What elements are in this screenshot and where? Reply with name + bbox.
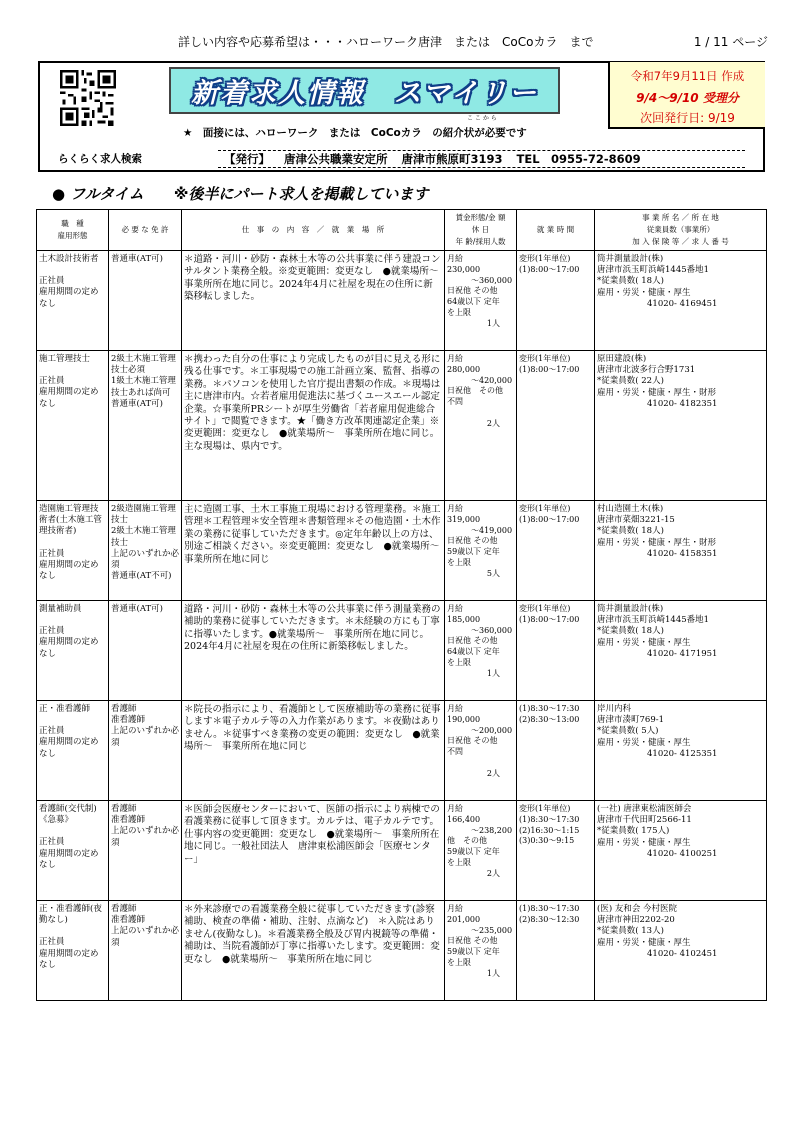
interview-notice: ★ 面接には、ハローワーク または CoCoカラ の紹介状が必要です bbox=[183, 127, 527, 139]
employment-type: 正社員 bbox=[39, 937, 65, 948]
age-note: を上限 bbox=[447, 557, 471, 567]
company-address: 唐津市浜玉町浜崎1445番地1 bbox=[597, 265, 710, 276]
license-cell bbox=[109, 351, 182, 501]
age-limit: 64歳以下 定年 bbox=[447, 647, 500, 657]
hire-count: 2人 bbox=[486, 868, 500, 878]
employment-type bbox=[39, 365, 106, 376]
insurance: 雇用・労災・健康・厚生 bbox=[597, 287, 691, 298]
insurance: 雇用・労災・健康・厚生 bbox=[597, 737, 691, 748]
pay-type: 月給 bbox=[447, 604, 463, 613]
table-row bbox=[37, 501, 767, 601]
company-address: 唐津市浜玉町浜崎1445番地1 bbox=[597, 615, 710, 626]
company-address: 唐津市千代田町2566-11 bbox=[597, 815, 692, 826]
employment-type bbox=[39, 538, 106, 549]
table-row bbox=[37, 901, 767, 1001]
issuer-line bbox=[218, 150, 745, 168]
employment-type: 正社員 bbox=[39, 376, 65, 387]
pay-max: ～360,000 bbox=[471, 275, 513, 285]
qr-label: らくらく求人検索 bbox=[58, 153, 142, 165]
license-item: 上記のいずれか必須 bbox=[111, 826, 180, 848]
header-license bbox=[109, 210, 182, 251]
work-hours: (1)8:00～17:00 bbox=[519, 614, 580, 624]
employee-count: *従業員数( 18人) bbox=[597, 526, 664, 537]
company-name: 村山造園土木(株) bbox=[597, 504, 664, 514]
license-item: 2級土木施工管理技士必須 bbox=[111, 354, 176, 376]
employee-count: *従業員数( 18人) bbox=[597, 276, 664, 287]
company-cell bbox=[595, 601, 767, 701]
section-fulltime: ● フルタイム bbox=[52, 185, 144, 203]
qr-code-icon[interactable] bbox=[60, 68, 116, 128]
license-cell bbox=[109, 801, 182, 901]
work-hours: (1)8:30～17:30 bbox=[519, 904, 580, 913]
license-item: 普通車(AT可) bbox=[111, 398, 163, 409]
holidays: 他 その他 bbox=[447, 836, 487, 846]
header-line: 就 業 時 間 bbox=[536, 225, 575, 234]
employee-count: *従業員数( 18人) bbox=[597, 626, 664, 637]
issuer-label: 【発行】 bbox=[224, 152, 270, 166]
hire-count: 1人 bbox=[486, 968, 500, 978]
pay-cell bbox=[445, 601, 517, 701]
holidays: 日祝他 その他 bbox=[447, 286, 498, 296]
license-cell bbox=[109, 901, 182, 1001]
table-row bbox=[37, 801, 767, 901]
age-limit: 不問 bbox=[447, 397, 463, 407]
job-title: 土木設計技術者 bbox=[39, 254, 99, 264]
pay-type: 月給 bbox=[447, 354, 463, 363]
hours-cell bbox=[517, 251, 595, 351]
job-number: 41020- 4100251 bbox=[647, 848, 718, 859]
issuer-address: 唐津市熊原町3193 bbox=[401, 152, 503, 166]
job-description: 道路・河川・砂防・森林土木等の公共事業に伴う測量業務の補助的業務に従事していただきます。＊未経験の方にも丁寧に指導いたします。●就業場所～ 事業所所在地に同じ。2024年4月に社屋を現在の住所に新築移転しました。 bbox=[182, 601, 445, 701]
insurance: 雇用・労災・健康・厚生 bbox=[597, 937, 691, 948]
company-address: 唐津市神田2202-20 bbox=[597, 915, 675, 926]
license-cell bbox=[109, 501, 182, 601]
employment-type: 雇用期間の定めなし bbox=[39, 948, 99, 970]
employment-type bbox=[39, 826, 106, 837]
header-line: 事 業 所 名 ／ 所 在 地 bbox=[642, 213, 719, 222]
holidays: 日祝他 その他 bbox=[447, 736, 498, 746]
pay-max: ～235,000 bbox=[471, 925, 513, 935]
employee-count: *従業員数( 175人) bbox=[597, 826, 670, 837]
job-title: 施工管理技士 bbox=[39, 354, 91, 364]
holidays: 日祝他 その他 bbox=[447, 536, 498, 546]
pay-max: ～200,000 bbox=[471, 725, 513, 735]
license-item: 看護師 bbox=[111, 704, 137, 714]
header-pay bbox=[445, 210, 517, 251]
page-number: 1 / 11 ページ bbox=[693, 35, 768, 49]
pay-min: 319,000 bbox=[447, 514, 481, 524]
license-item: 上記のいずれか必須 bbox=[111, 548, 180, 571]
work-hours: (1)8:00～17:00 bbox=[519, 264, 580, 274]
job-title: 看護師(交代制)《急募》 bbox=[39, 804, 97, 826]
work-hours: (3)0:30～9:15 bbox=[519, 836, 575, 846]
holidays: 日祝他 その他 bbox=[447, 936, 498, 946]
job-type-cell bbox=[37, 701, 109, 801]
company-name: 筒井測量設計(株) bbox=[597, 254, 664, 264]
pay-max: ～419,000 bbox=[471, 525, 513, 535]
header-line: 年 齢/採用人数 bbox=[455, 237, 506, 246]
work-hours: (2)8:30～13:00 bbox=[519, 714, 580, 724]
job-number: 41020- 4102451 bbox=[647, 948, 718, 959]
pay-cell bbox=[445, 251, 517, 351]
job-description: 主に造園工事、土木工事施工現場における管理業務。＊施工管理＊工程管理＊安全管理＊書類管理＊その他造園・土木作業の業務に従事していただきます。◎定年年齢以上の方は、別途ご相談ください。※変更範囲：変更なし ●就業場所～ 事業所所在地に同じ bbox=[182, 501, 445, 601]
job-type-cell bbox=[37, 901, 109, 1001]
header-line: 従業員数（事業所） bbox=[646, 225, 715, 234]
job-number: 41020- 4125351 bbox=[647, 748, 718, 759]
header-line: 仕 事 の 内 容 ／ 就 業 場 所 bbox=[241, 225, 385, 234]
date-box bbox=[608, 62, 765, 129]
work-hours: (1)8:00～17:00 bbox=[519, 514, 580, 524]
work-hours: 変形(1年単位) bbox=[519, 254, 571, 263]
pay-type: 月給 bbox=[447, 804, 463, 813]
job-number: 41020- 4158351 bbox=[647, 548, 718, 559]
issuer-phone: TEL 0955-72-8609 bbox=[516, 152, 641, 166]
employee-count: *従業員数( 13人) bbox=[597, 926, 664, 937]
holidays: 日祝他 その他 bbox=[447, 636, 498, 646]
license-item: 准看護師 bbox=[111, 915, 146, 926]
job-title: 造園施工管理技術者(土木施工管理技術者) bbox=[39, 504, 102, 537]
employment-type bbox=[39, 715, 106, 726]
title-banner bbox=[169, 67, 560, 114]
employment-type: 正社員 bbox=[39, 626, 65, 637]
company-cell bbox=[595, 901, 767, 1001]
insurance: 雇用・労災・健康・厚生・財形 bbox=[597, 387, 717, 398]
issuer-office: 唐津公共職業安定所 bbox=[284, 152, 388, 166]
company-address: 唐津市菜畑3221-15 bbox=[597, 515, 675, 526]
license-cell bbox=[109, 251, 182, 351]
hire-count: 1人 bbox=[486, 668, 500, 678]
table-row bbox=[37, 351, 767, 501]
pay-cell bbox=[445, 801, 517, 901]
company-cell bbox=[595, 801, 767, 901]
employment-type: 正社員 bbox=[39, 726, 65, 737]
license-item: 上記のいずれか必須 bbox=[111, 726, 180, 748]
next-issue: 次回発行日: 9/19 bbox=[640, 111, 735, 125]
job-type-cell bbox=[37, 601, 109, 701]
insurance: 雇用・労災・健康・厚生 bbox=[597, 837, 691, 848]
pay-type: 月給 bbox=[447, 504, 463, 513]
license-item: 2級土木施工管理技士 bbox=[111, 526, 176, 548]
pay-cell bbox=[445, 901, 517, 1001]
company-cell bbox=[595, 701, 767, 801]
job-description: ＊院長の指示により、看護師として医療補助等の業務に従事します＊電子カルテ等の入力作業があります。＊夜勤はありません。＊従事すべき業務の変更の範囲：変更なし ●就業場所～ 事業所所在地に同じ bbox=[182, 701, 445, 801]
table-row bbox=[37, 251, 767, 351]
job-title: 正・准看護師 bbox=[39, 704, 91, 714]
pay-min: 280,000 bbox=[447, 364, 481, 374]
holidays: 日祝他 その他 bbox=[447, 386, 503, 396]
work-hours: (2)16:30～1:15 bbox=[519, 825, 580, 835]
age-limit: 59歳以下 定年 bbox=[447, 847, 500, 857]
hire-count: 2人 bbox=[486, 768, 500, 778]
header-line: 職 種 bbox=[61, 219, 84, 228]
job-number: 41020- 4171951 bbox=[647, 648, 718, 659]
date-made: 令和7年9月11日 作成 bbox=[630, 69, 745, 83]
employment-type bbox=[39, 265, 106, 276]
company-name: (一社) 唐津東松浦医師会 bbox=[597, 804, 692, 814]
license-item: 准看護師 bbox=[111, 715, 146, 726]
header-type bbox=[37, 210, 109, 251]
work-hours: 変形(1年単位) bbox=[519, 354, 571, 363]
employment-type: 雇用期間の定めなし bbox=[39, 387, 99, 409]
age-limit: 不問 bbox=[447, 747, 463, 757]
age-note bbox=[447, 408, 514, 419]
work-hours: 変形(1年単位) bbox=[519, 504, 571, 513]
job-type-cell bbox=[37, 351, 109, 501]
job-number: 41020- 4169451 bbox=[647, 298, 718, 309]
company-name: 岸川内科 bbox=[597, 704, 632, 714]
header-line: 賃金形態/金 額 bbox=[455, 213, 506, 222]
company-cell bbox=[595, 351, 767, 501]
pay-cell bbox=[445, 701, 517, 801]
pay-max: ～360,000 bbox=[471, 625, 513, 635]
hours-cell bbox=[517, 801, 595, 901]
hours-cell bbox=[517, 701, 595, 801]
table-header bbox=[37, 210, 767, 251]
pay-max: ～238,200 bbox=[471, 825, 513, 835]
age-limit: 59歳以下 定年 bbox=[447, 947, 500, 957]
pay-type: 月給 bbox=[447, 704, 463, 713]
job-description: ＊道路・河川・砂防・森林土木等の公共事業に伴う建設コンサルタント業務全般。※変更範囲：変更なし ●就業場所～ 事業所所在地に同じ。2024年4月に社屋を現在の住所に新築移転しました。 bbox=[182, 251, 445, 351]
pay-max: ～420,000 bbox=[471, 375, 513, 385]
employment-type: 雇用期間の定めなし bbox=[39, 559, 99, 582]
header-line: 雇用形態 bbox=[57, 231, 88, 240]
employment-type: 雇用期間の定めなし bbox=[39, 287, 99, 309]
pay-min: 201,000 bbox=[447, 914, 481, 924]
pay-min: 190,000 bbox=[447, 714, 481, 724]
license-item: 普通車(AT可) bbox=[111, 604, 163, 614]
company-cell bbox=[595, 251, 767, 351]
license-item: 普通車(AT不可) bbox=[111, 571, 172, 582]
job-title: 測量補助員 bbox=[39, 604, 82, 614]
hours-cell bbox=[517, 351, 595, 501]
employment-type bbox=[39, 615, 106, 626]
employment-type: 正社員 bbox=[39, 548, 65, 559]
work-hours: (1)8:30～17:30 bbox=[519, 814, 580, 824]
header-company bbox=[595, 210, 767, 251]
section-heading bbox=[52, 183, 428, 204]
hire-count: 2人 bbox=[486, 418, 500, 428]
furigana: こ こ か ら bbox=[467, 115, 497, 122]
job-type-cell bbox=[37, 801, 109, 901]
age-note: を上限 bbox=[447, 307, 471, 317]
work-hours: (1)8:30～17:30 bbox=[519, 704, 580, 713]
license-item: 上記のいずれか必須 bbox=[111, 926, 180, 948]
company-address: 唐津市湊町769-1 bbox=[597, 715, 665, 726]
insurance: 雇用・労災・健康・厚生 bbox=[597, 637, 691, 648]
company-name: 原田建設(株) bbox=[597, 354, 647, 364]
company-name: (医) 友和会 今村医院 bbox=[597, 904, 678, 914]
employment-type: 雇用期間の定めなし bbox=[39, 848, 99, 870]
hire-count: 5人 bbox=[486, 568, 500, 578]
employment-type: 正社員 bbox=[39, 837, 65, 848]
work-hours: 変形(1年単位) bbox=[519, 604, 571, 613]
age-note: を上限 bbox=[447, 657, 471, 667]
pay-type: 月給 bbox=[447, 904, 463, 913]
hours-cell bbox=[517, 501, 595, 601]
pay-type: 月給 bbox=[447, 254, 463, 263]
table-row bbox=[37, 701, 767, 801]
employment-type: 雇用期間の定めなし bbox=[39, 637, 99, 659]
top-bar bbox=[0, 33, 794, 49]
insurance: 雇用・労災・健康・厚生・財形 bbox=[597, 537, 717, 548]
license-item: 看護師 bbox=[111, 804, 137, 814]
contact-text: 詳しい内容や応募希望は・・・ハローワーク唐津 または CoCoカラ まで bbox=[178, 35, 594, 49]
job-type-cell bbox=[37, 251, 109, 351]
age-note bbox=[447, 758, 514, 769]
pay-cell bbox=[445, 351, 517, 501]
table-row bbox=[37, 601, 767, 701]
header-line: 加 入 保 険 等 ／ 求 人 番 号 bbox=[632, 237, 729, 246]
age-note: を上限 bbox=[447, 857, 471, 867]
pay-cell bbox=[445, 501, 517, 601]
employment-type: 雇用期間の定めなし bbox=[39, 737, 99, 759]
header-line: 休 日 bbox=[471, 225, 490, 234]
job-description: ＊医師会医療センターにおいて、医師の指示により病棟での看護業務に従事して頂きます。カルテは、電子カルテです。仕事内容の変更範囲：変更なし ●就業場所～ 事業所所在地に同じ。一般社団法人 唐津東松浦医師会「医療センター」 bbox=[182, 801, 445, 901]
age-limit: 59歳以下 定年 bbox=[447, 547, 500, 557]
header-job bbox=[182, 210, 445, 251]
license-item: 1級土木施工管理技士あれば尚可 bbox=[111, 376, 176, 398]
company-name: 筒井測量設計(株) bbox=[597, 604, 664, 614]
hire-count: 1人 bbox=[486, 318, 500, 328]
age-note: を上限 bbox=[447, 957, 471, 967]
license-item: 2級造園施工管理技士 bbox=[111, 504, 176, 526]
hours-cell bbox=[517, 901, 595, 1001]
pay-min: 166,400 bbox=[447, 814, 481, 824]
job-description: ＊携わった自分の仕事により完成したものが目に見える形に残る仕事です。＊工事現場での施工計画立案、監督、指導の業務。＊パソコンを使用した官庁提出書類の作成。＊現場は主に唐津市内。☆若者雇用促進法に基づくユースエール認定企業。☆事業所PRシートが厚生労働省「若者雇用促進総合サイト」で閲覧できます。★「働き方改革関連認定企業」※変更範囲：変更なし ●就業場所～ 事業所所在地に同じ。主な現場は、県内です。 bbox=[182, 351, 445, 501]
pay-min: 230,000 bbox=[447, 264, 481, 274]
license-cell bbox=[109, 701, 182, 801]
period: 9/4～9/10 受理分 bbox=[636, 91, 739, 105]
job-table bbox=[36, 209, 767, 1001]
job-number: 41020- 4182351 bbox=[647, 398, 718, 409]
work-hours: (1)8:00～17:00 bbox=[519, 364, 580, 374]
pay-min: 185,000 bbox=[447, 614, 481, 624]
employee-count: *従業員数( 5人) bbox=[597, 726, 659, 737]
section-note: ※後半にパート求人を掲載しています bbox=[173, 185, 429, 203]
license-cell bbox=[109, 601, 182, 701]
company-address: 唐津市北波多行合野1731 bbox=[597, 365, 696, 376]
hours-cell bbox=[517, 601, 595, 701]
employment-type: 正社員 bbox=[39, 276, 65, 287]
page-title: 新着求人情報 スマイリー bbox=[191, 78, 538, 109]
employee-count: *従業員数( 22人) bbox=[597, 376, 664, 387]
license-item: 普通車(AT可) bbox=[111, 254, 163, 264]
job-title: 正・准看護師(夜勤なし) bbox=[39, 904, 102, 926]
work-hours: 変形(1年単位) bbox=[519, 804, 571, 813]
employment-type bbox=[39, 926, 106, 937]
work-hours: (2)8:30～12:30 bbox=[519, 914, 580, 924]
header-line: 必 要 な 免 許 bbox=[121, 225, 169, 234]
header-box bbox=[38, 61, 765, 172]
job-type-cell bbox=[37, 501, 109, 601]
age-limit: 64歳以下 定年 bbox=[447, 297, 500, 307]
company-cell bbox=[595, 501, 767, 601]
license-item: 准看護師 bbox=[111, 815, 146, 826]
job-description: ＊外来診療での看護業務全般に従事していただきます(診察補助、検査の準備・補助、注射、点滴など) ＊入院はありません(夜勤なし)。＊看護業務全般及び胃内視鏡等の準備・補助は、当院看護師が丁寧に指導いたします。変更範囲：変更なし ●就業場所～ 事業所所在地に同じ bbox=[182, 901, 445, 1001]
license-item: 看護師 bbox=[111, 904, 137, 914]
header-hours bbox=[517, 210, 595, 251]
